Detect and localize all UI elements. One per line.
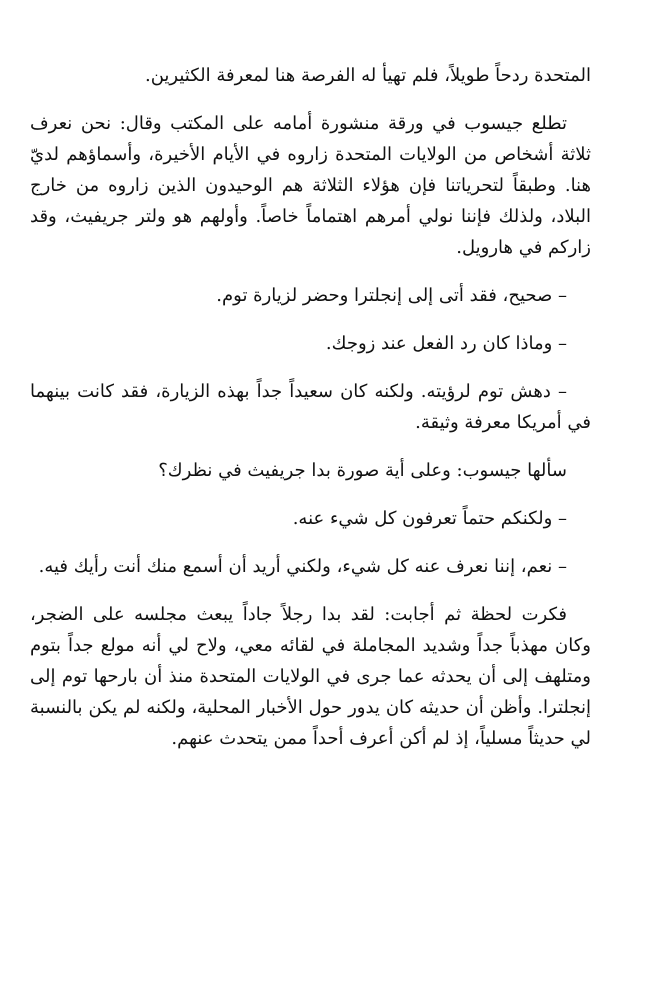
dialogue-line: – صحيح، فقد أتى إلى إنجلترا وحضر لزيارة توم. <box>216 285 567 306</box>
dialogue-line: سألها جيسوب: وعلى أية صورة بدا جريفيث في نظرك؟ <box>158 460 567 481</box>
paragraph-continuation: المتحدة ردحاً طويلاً، فلم تهيأ له الفرصة هنا لمعرفة الكثيرين. <box>144 65 591 86</box>
dialogue-line: – وماذا كان رد الفعل عند زوجك. <box>325 333 567 354</box>
dialogue-line: – نعم، إننا نعرف عنه كل شيء، ولكني أريد أن أسمع منك أنت رأيك فيه. <box>38 556 567 577</box>
paragraph-jessop-list: تطلع جيسوب في ورقة منشورة أمامه على المكتب وقال: نحن نعرف ثلاثة أشخاص من الولايات المتحدة زاروه في الأيام الأخيرة، وأسماؤهم لديّ هنا. وطبقاً لتحرياتنا فإن هؤلاء الثلاثة هم الوحيدون الذين زاروه من خارج البلاد، ولذلك فإننا نولي أمرهم اهتماماً خاصاً. وأولهم هو ولتر جريفيث، وقد زاركم في هارويل. <box>30 113 591 258</box>
paragraph-final: فكرت لحظة ثم أجابت: لقد بدا رجلاً جاداً يبعث مجلسه على الضجر، وكان مهذباً جداً وشديد المجاملة في لقائه معي، ولاح لي أنه مولع جداً بتوم ومتلهف إلى أن يحدثه عما جرى في الولايات المتحدة منذ أن بارحها توم إلى إنجلترا. وأظن أن حديثه كان يدور حول الأخبار المحلية، ولكنه لم يكن بالنسبة لي حديثاً مسلياً، إذ لم أكن أعرف أحداً ممن يتحدث عنهم. <box>30 604 591 749</box>
document-page <box>30 60 591 980</box>
dialogue-line: – دهش توم لرؤيته. ولكنه كان سعيداً جداً بهذه الزيارة، فقد كانت بينهما في أمريكا معرفة وثيقة. <box>30 381 591 433</box>
dialogue-line: – ولكنكم حتماً تعرفون كل شيء عنه. <box>292 508 567 529</box>
